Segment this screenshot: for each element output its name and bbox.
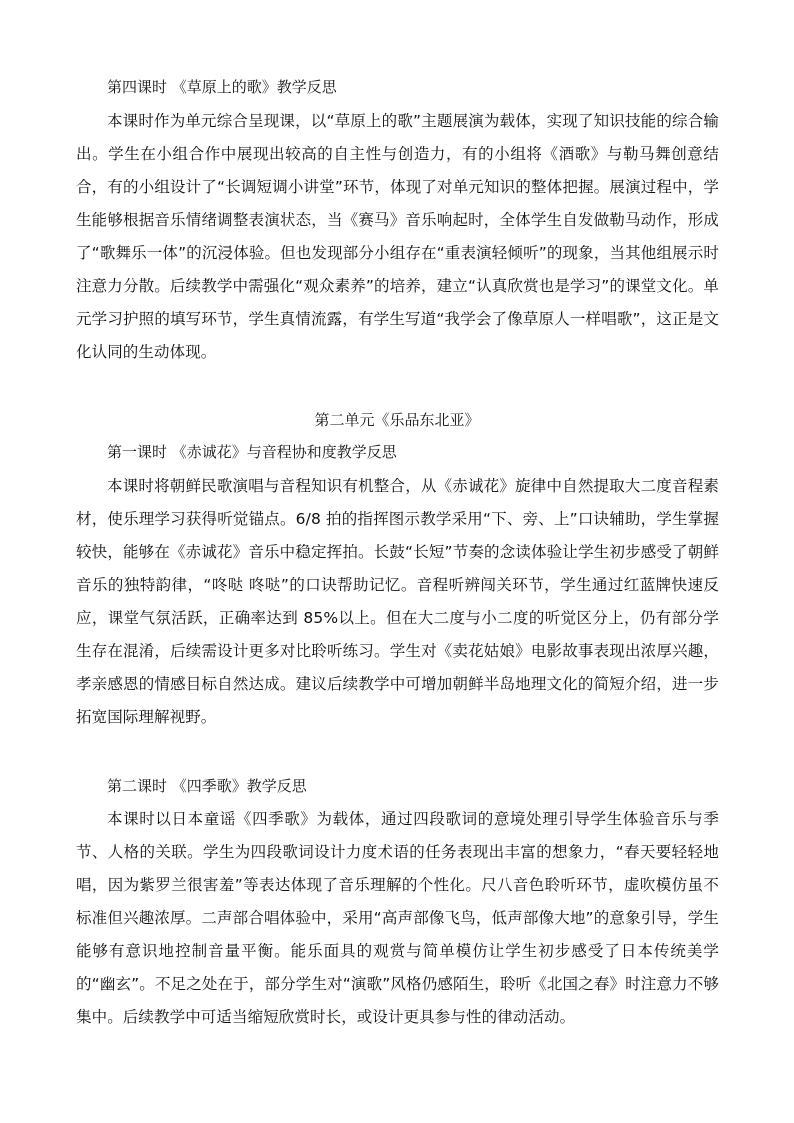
reflection-paragraph-lesson2: 本课时以日本童谣《四季歌》为载体，通过四段歌词的意境处理引导学生体验音乐与季节、人格的关联。学生为四段歌词设计力度术语的任务表现出丰富的想象力，“春天要轻轻地唱，因为紫罗兰很害羞”等表达体现了音乐理解的个性化。尺八音色聆听环节，虚吹模仿虽不标准但兴趣浓厚。二声部合唱体验中，采用“高声部像飞鸟，低声部像大地”的意象引导，学生能够有意识地控制音量平衡。能乐面具的观赏与简单模仿让学生初步感受了日本传统美学的“幽玄”。不足之处在于，部分学生对“演歌”风格仍感陌生，聆听《北国之春》时注意力不够集中。后续教学中可适当缩短欣赏时长，或设计更具参与性的律动活动。 [76, 810, 719, 1026]
section-heading-lesson1: 第一课时 《赤诚花》与音程协和度教学反思 [107, 443, 397, 461]
reflection-paragraph-lesson4: 本课时作为单元综合呈现课，以“草原上的歌”主题展演为载体，实现了知识技能的综合输出。学生在小组合作中展现出较高的自主性与创造力，有的小组将《酒歌》与勒马舞创意结合，有的小组设计了“长调短调小讲堂”环节，体现了对单元知识的整体把握。展演过程中，学生能够根据音乐情绪调整表演状态，当《赛马》音乐响起时，全体学生自发做勒马动作，形成了“歌舞乐一体”的沉浸体验。但也发现部分小组存在“重表演轻倾听”的现象，当其他组展示时注意力分散。后续教学中需强化“观众素养”的培养，建立“认真欣赏也是学习”的课堂文化。单元学习护照的填写环节，学生真情流露，有学生写道“我学会了像草原人一样唱歌”，这正是文化认同的生动体现。 [76, 112, 719, 361]
section-heading-lesson2: 第二课时 《四季歌》教学反思 [107, 777, 307, 795]
reflection-paragraph-lesson1: 本课时将朝鲜民歌演唱与音程知识有机整合，从《赤诚花》旋律中自然提取大二度音程素材，使乐理学习获得听觉锚点。6/8 拍的指挥图示教学采用“下、旁、上”口诀辅助，学生掌握较快，能够在《赤诚花》音乐中稳定挥拍。长鼓“长短”节奏的念读体验让学生初步感受了朝鲜音乐的独特韵律，“咚哒 咚哒”的口诀帮助记忆。音程听辨闯关环节，学生通过红蓝牌快速反应，课堂气氛活跃，正确率达到 85%以上。但在大二度与小二度的听觉区分上，仍有部分学生存在混淆，后续需设计更多对比聆听练习。学生对《卖花姑娘》电影故事表现出浓厚兴趣，孝亲感恩的情感目标自然达成。建议后续教学中可增加朝鲜半岛地理文化的简短介绍，进一步拓宽国际理解视野。 [76, 477, 719, 726]
section-heading-lesson4: 第四课时 《草原上的歌》教学反思 [107, 78, 337, 96]
unit-title: 第二单元《乐品东北亚》 [314, 411, 480, 429]
